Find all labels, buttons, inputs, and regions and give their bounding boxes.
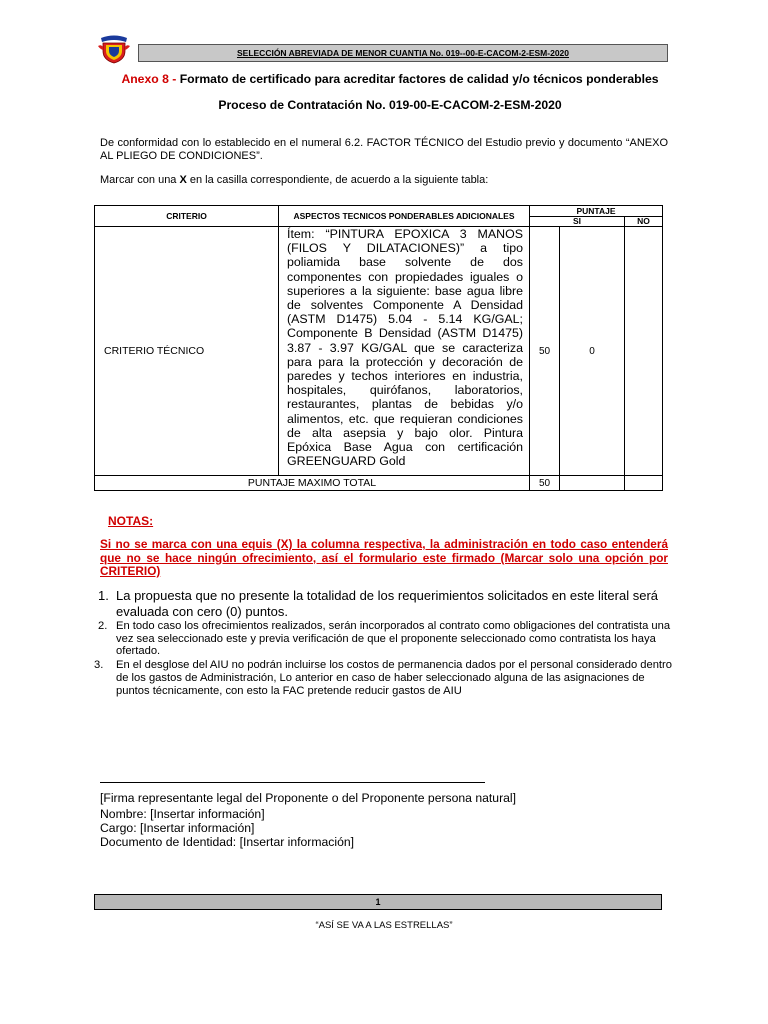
header-no: NO [625, 217, 663, 227]
list-item [96, 588, 672, 619]
page-number-bar: 1 [94, 894, 662, 910]
header-aspectos: ASPECTOS TECNICOS PONDERABLES ADICIONALES [279, 206, 530, 227]
fac-emblem-logo [98, 34, 130, 64]
document-header-bar: SELECCIÓN ABREVIADA DE MENOR CUANTIA No. 019--00-E-CACOM-2-ESM-2020 [138, 44, 668, 62]
annex-separator: - [168, 72, 180, 86]
criterio-cell: CRITERIO TÉCNICO [95, 227, 279, 476]
list-item-number: 2. [98, 620, 108, 632]
footer-motto: “ASÍ SE VA A LAS ESTRELLAS” [315, 920, 453, 931]
list-item-text: En el desglose del AIU no podrán incluirse los costos de permanencia dados por el personal considerado dentro de los gastos de Administración, Lo anterior en caso de haber seleccionado alguna de las asignaciones de puntos técnicamente, con esto la FAC pretende reducir gastos de AIU [116, 659, 672, 697]
si-score-cell[interactable]: 50 [530, 227, 560, 476]
notes-list [96, 588, 672, 697]
header-si: SI [530, 217, 625, 227]
list-item-number: 1. [98, 588, 109, 603]
notes-title: NOTAS: [108, 514, 154, 528]
position-field: Cargo: [Insertar información] [100, 821, 255, 835]
process-title: Proceso de Contratación No. 019-00-E-CACOM-2-ESM-2020 [218, 98, 562, 112]
table-header-row [95, 206, 663, 217]
instruction-after: en la casilla correspondiente, de acuerdo a la siguiente tabla: [186, 174, 489, 186]
total-empty-cell [560, 476, 625, 491]
empty-cell [625, 227, 663, 476]
instruction-text [100, 174, 668, 186]
total-value: 50 [530, 476, 560, 491]
list-item [96, 659, 672, 697]
name-field: Nombre: [Insertar información] [100, 807, 265, 821]
list-item-number: 3. [94, 659, 104, 672]
list-item-text: La propuesta que no presente la totalidad de los requerimientos solicitados en este literal será evaluada con cero (0) puntos. [116, 588, 659, 619]
table-total-row [95, 476, 663, 491]
notes-warning: Si no se marca con una equis (X) la columna respectiva, la administración en todo caso entenderá que no se hace ningún ofrecimiento, así el formulario este firmado (Marcar solo una opción por CRITERIO) [100, 537, 668, 578]
signature-line [100, 782, 485, 783]
id-document-field: Documento de Identidad: [Insertar información] [100, 835, 355, 849]
signature-label: [Firma representante legal del Proponente o del Proponente persona natural] [100, 791, 516, 805]
annex-title-text: Formato de certificado para acreditar factores de calidad y/o técnicos ponderables [179, 72, 659, 86]
total-empty-cell [625, 476, 663, 491]
header-puntaje: PUNTAJE [530, 206, 663, 217]
total-label: PUNTAJE MAXIMO TOTAL [95, 476, 530, 491]
list-item-text: En todo caso los ofrecimientos realizados, serán incorporados al contrato como obligaciones del contratista una vez sea seleccionado este y previa verificación de que el proponente seleccionado como contratista los haya ofertado. [116, 620, 671, 658]
item-description-cell: Ítem: “PINTURA EPOXICA 3 MANOS (FILOS Y DILATACIONES)” a tipo poliamida base solvente de dos componentes con propiedades iguales o superiores a la siguiente: base agua libre de solventes Componente A Densidad (ASTM D1475) 5.04 - 5.14 KG/GAL; Componente B Densidad (ASTM D1475) 3.87 - 3.97 KG/GAL que se caracteriza para para la protección y decoración de paredes y techos interiores en industria, hospitales, quirófanos, laboratorios, restaurantes, plantas de bebidas y/o alimentos, etc. que requieran condiciones de alta asepsia y bajo olor. Pintura Epóxica Base Agua con certificación GREENGUARD Gold [279, 227, 530, 476]
header-criterio: CRITERIO [95, 206, 279, 227]
annex-title [60, 72, 720, 86]
annex-label: Anexo 8 [121, 72, 169, 86]
list-item [96, 620, 672, 658]
instruction-mark: X [179, 174, 187, 186]
table-row [95, 227, 663, 476]
intro-paragraph: De conformidad con lo establecido en el numeral 6.2. FACTOR TÉCNICO del Estudio previo y documento “ANEXO AL PLIEGO DE CONDICIONES”. [100, 137, 668, 162]
no-score-cell[interactable]: 0 [560, 227, 625, 476]
criteria-table [94, 205, 663, 491]
instruction-before: Marcar con una [100, 174, 180, 186]
